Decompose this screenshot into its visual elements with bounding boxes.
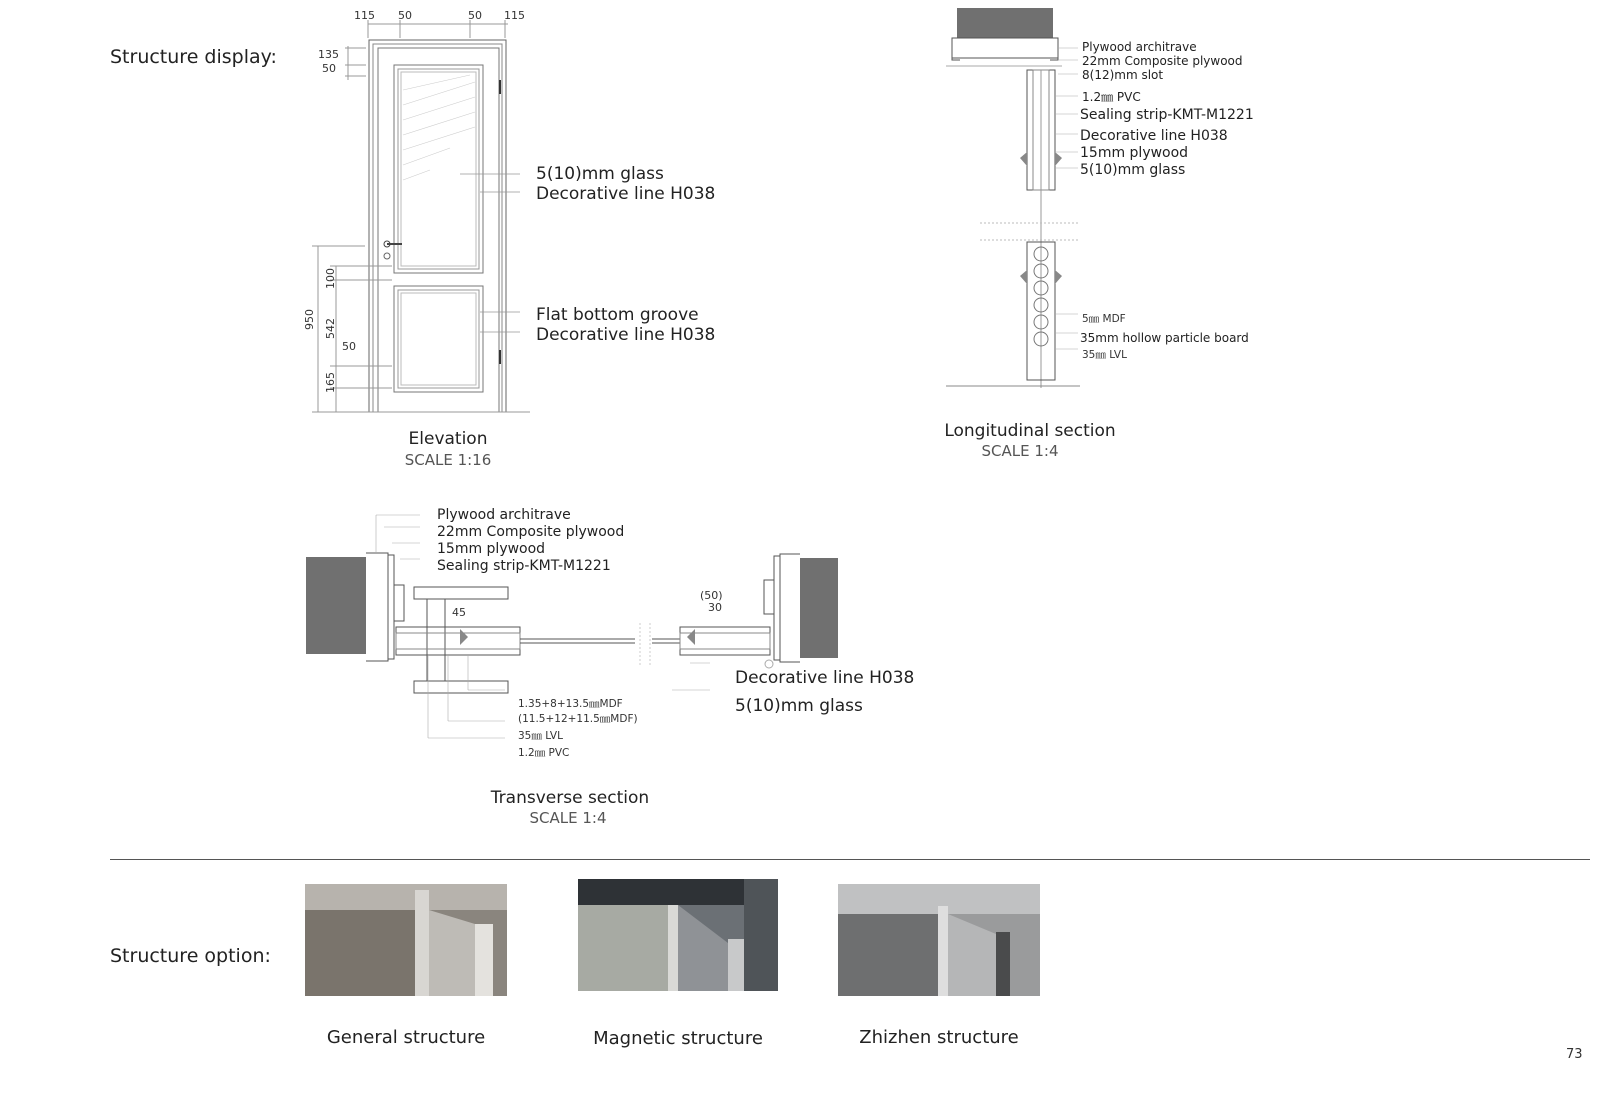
trans-dim-30: 30 [708,601,722,614]
zhizhen-structure-caption: Zhizhen structure [859,1027,1019,1048]
zhizhen-structure-image [838,884,1040,996]
long-lvl: 35㎜ LVL [1082,349,1127,361]
dim-50-bottom: 50 [342,340,356,353]
elevation-title: Elevation [408,429,488,449]
section-divider [110,859,1590,860]
long-note-architrave: Plywood architrave [1082,40,1197,54]
trans-note-architrave: Plywood architrave [437,507,571,523]
elevation-deco-bottom-label: Decorative line H038 [536,325,716,345]
page-number: 73 [1566,1047,1583,1062]
elevation-glass-label: 5(10)mm glass [536,164,664,184]
dim-165: 165 [324,372,337,393]
long-mdf: 5㎜ MDF [1082,313,1126,325]
longitudinal-scale: SCALE 1:4 [981,442,1059,460]
long-deco: Decorative line H038 [1080,128,1228,144]
elevation-drawing [300,20,560,400]
dim-50-right: 50 [468,9,482,22]
longitudinal-drawing [940,8,1100,388]
elevation-scale: SCALE 1:16 [404,451,492,469]
long-plywood: 15mm plywood [1080,145,1189,161]
dim-135: 135 [318,48,339,61]
magnetic-structure-caption: Magnetic structure [593,1028,763,1049]
structure-display-label: Structure display: [110,46,277,68]
trans-lvl: 35㎜ LVL [518,730,563,742]
dim-115-right: 115 [504,9,525,22]
structure-option-label: Structure option: [110,945,271,967]
long-hollow: 35mm hollow particle board [1080,331,1249,345]
dim-115-left: 115 [354,9,375,22]
trans-note-plywood: 15mm plywood [437,541,546,557]
long-pvc: 1.2㎜ PVC [1082,90,1141,104]
dim-50-left: 50 [398,9,412,22]
trans-pvc: 1.2㎜ PVC [518,747,570,759]
dim-50-side: 50 [322,62,336,75]
trans-note-sealing: Sealing strip-KMT-M1221 [437,558,611,574]
dim-950: 950 [303,309,316,330]
elevation-deco-top-label: Decorative line H038 [536,184,716,204]
trans-dim-50: (50) [700,589,723,602]
general-structure-caption: General structure [326,1027,486,1048]
trans-mdf1: 1.35+8+13.5㎜MDF [518,698,623,710]
trans-glass: 5(10)mm glass [735,696,863,716]
long-glass: 5(10)mm glass [1080,162,1186,178]
long-sealing: Sealing strip-KMT-M1221 [1080,107,1254,123]
dim-542: 542 [324,318,337,339]
transverse-scale: SCALE 1:4 [529,809,607,827]
trans-deco: Decorative line H038 [735,668,915,688]
magnetic-structure-image [578,879,778,991]
trans-dim-45: 45 [452,606,466,619]
trans-mdf2: (11.5+12+11.5㎜MDF) [518,713,638,725]
dim-100: 100 [324,268,337,289]
longitudinal-title: Longitudinal section [944,421,1116,441]
transverse-right-frame [770,550,840,665]
trans-note-composite: 22mm Composite plywood [437,524,625,540]
elevation-groove-label: Flat bottom groove [536,305,699,325]
general-structure-image [305,884,507,996]
transverse-title: Transverse section [490,788,650,808]
long-note-composite: 22mm Composite plywood [1082,54,1243,68]
long-note-slot: 8(12)mm slot [1082,68,1164,82]
